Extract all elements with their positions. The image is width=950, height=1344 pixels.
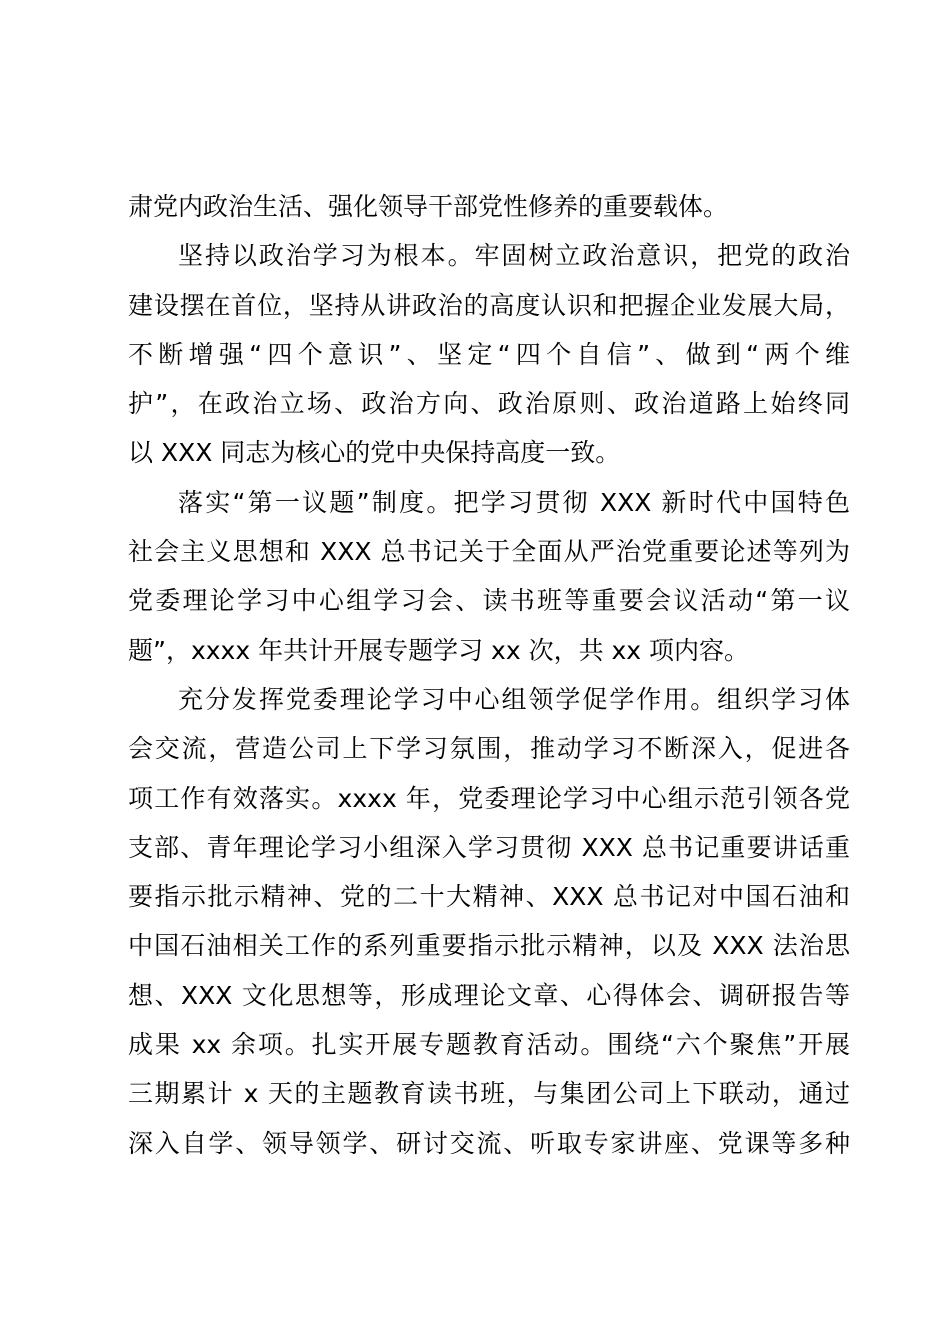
text-line: 要指示批示精神、党的二十大精神、XXX 总书记对中国石油和: [128, 882, 850, 912]
text-line: 想、XXX 文化思想等，形成理论文章、心得体会、调研报告等: [128, 980, 850, 1010]
text-line: 社会主义思想和 XXX 总书记关于全面从严治党重要论述等列为: [128, 537, 850, 567]
body-text: [128, 182, 850, 1168]
text-line: 深入自学、领导领学、研讨交流、听取专家讲座、党课等多种: [128, 1128, 850, 1158]
text-line: 不断增强“四个意识”、坚定“四个自信”、做到“两个维: [128, 339, 850, 369]
text-line: 中国石油相关工作的系列重要指示批示精神，以及 XXX 法治思: [128, 931, 850, 961]
paragraph-first-line: 坚持以政治学习为根本。牢固树立政治意识，把党的政治: [178, 241, 850, 271]
text-line: 党委理论学习中心组学习会、读书班等重要会议活动“第一议: [128, 586, 850, 616]
text-line: 护”，在政治立场、政治方向、政治原则、政治道路上始终同: [128, 389, 850, 419]
text-line: 以 XXX 同志为核心的党中央保持高度一致。: [128, 438, 621, 468]
text-line: 项工作有效落实。xxxx 年，党委理论学习中心组示范引领各党: [128, 783, 850, 813]
text-line: 成果 xx 余项。扎实开展专题教育活动。围绕“六个聚焦”开展: [128, 1030, 850, 1060]
paragraph-first-line: 落实“第一议题”制度。把学习贯彻 XXX 新时代中国特色: [178, 487, 850, 517]
text-line: 肃党内政治生活、强化领导干部党性修养的重要载体。: [128, 192, 729, 221]
text-line: 会交流，营造公司上下学习氛围，推动学习不断深入，促进各: [128, 734, 850, 764]
text-line: 三期累计 x 天的主题教育读书班，与集团公司上下联动，通过: [128, 1079, 850, 1109]
text-line: 题”，xxxx 年共计开展专题学习 xx 次，共 xx 项内容。: [128, 635, 750, 665]
text-line: 建设摆在首位，坚持从讲政治的高度认识和把握企业发展大局，: [128, 290, 850, 320]
text-line: 支部、青年理论学习小组深入学习贯彻 XXX 总书记重要讲话重: [128, 832, 850, 862]
paragraph-first-line: 充分发挥党委理论学习中心组领学促学作用。组织学习体: [178, 684, 850, 714]
